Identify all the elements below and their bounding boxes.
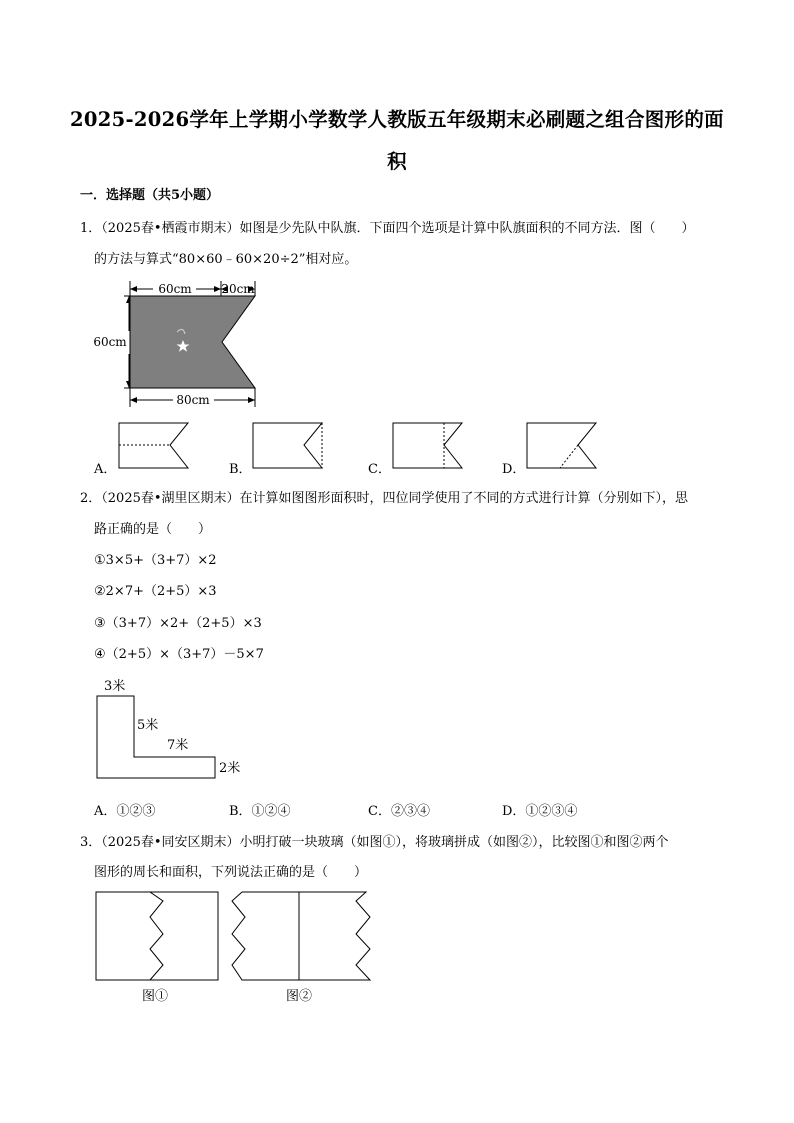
q3-glass-figures bbox=[94, 888, 379, 1010]
figure-1-broken-glass bbox=[96, 892, 218, 980]
page-title: 2025-2026学年上学期小学数学人教版五年级期末必刷题之组合图形的面 bbox=[70, 108, 724, 131]
dim-top-right-label: 20cm bbox=[221, 282, 255, 296]
figure-2-rearranged-glass bbox=[232, 892, 370, 980]
dim-left-label: 60cm bbox=[93, 335, 127, 349]
q2-l-shape-figure bbox=[92, 674, 252, 784]
label-5m: 5米 bbox=[137, 718, 159, 733]
label-2m: 2米 bbox=[219, 761, 241, 776]
q2-option-b[interactable]: B．①②④ bbox=[229, 804, 291, 819]
q1-option-d[interactable]: D． bbox=[502, 462, 526, 477]
q1-option-a-figure bbox=[118, 422, 190, 472]
q1-text-line2: 的方法与算式“80×60﹣60×20÷2”相对应。 bbox=[94, 252, 358, 267]
q3-text-line2: 图形的周长和面积，下列说法正确的是（ ） bbox=[94, 865, 368, 880]
page-title-continued: 积 bbox=[387, 150, 407, 173]
q1-flag-figure bbox=[88, 276, 278, 414]
q2-method-1: ①3×5+（3+7）×2 bbox=[94, 553, 217, 568]
q1-option-c-figure bbox=[392, 422, 464, 472]
label-3m: 3米 bbox=[104, 679, 126, 694]
q2-option-c[interactable]: C．②③④ bbox=[368, 804, 430, 819]
q2-method-2: ②2×7+（2+5）×3 bbox=[94, 584, 217, 599]
q2-text-line1: 2．（2025春•湖里区期末）在计算如图图形面积时，四位同学使用了不同的方式进行计算（分别如下），思 bbox=[80, 491, 689, 506]
figure-1-label: 图① bbox=[142, 989, 169, 1004]
q1-option-b[interactable]: B． bbox=[229, 462, 252, 477]
q1-option-b-figure bbox=[252, 422, 324, 472]
q3-text-line1: 3．（2025春•同安区期末）小明打破一块玻璃（如图①），将玻璃拼成（如图②），比较图①和图②两个 bbox=[80, 835, 669, 850]
q1-option-d-figure bbox=[526, 422, 598, 472]
section-header: 一．选择题（共5小题） bbox=[80, 188, 220, 203]
q2-method-4: ④（2+5）×（3+7）－5×7 bbox=[94, 647, 264, 662]
q2-text-line2: 路正确的是（ ） bbox=[94, 522, 212, 537]
q1-option-a[interactable]: A． bbox=[94, 462, 117, 477]
figure-2-label: 图② bbox=[286, 989, 313, 1004]
dim-top-left-label: 60cm bbox=[158, 282, 192, 296]
label-7m: 7米 bbox=[167, 738, 189, 753]
q2-method-3: ③（3+7）×2+（2+5）×3 bbox=[94, 616, 262, 631]
q1-text-line1: 1．（2025春•栖霞市期末）如图是少先队中队旗．下面四个选项是计算中队旗面积的不同方法．图（ ） bbox=[80, 221, 695, 236]
dim-bottom-label: 80cm bbox=[176, 393, 210, 407]
q1-option-c[interactable]: C． bbox=[368, 462, 391, 477]
q2-option-a[interactable]: A．①②③ bbox=[94, 804, 156, 819]
q2-option-d[interactable]: D．①②③④ bbox=[502, 804, 578, 819]
